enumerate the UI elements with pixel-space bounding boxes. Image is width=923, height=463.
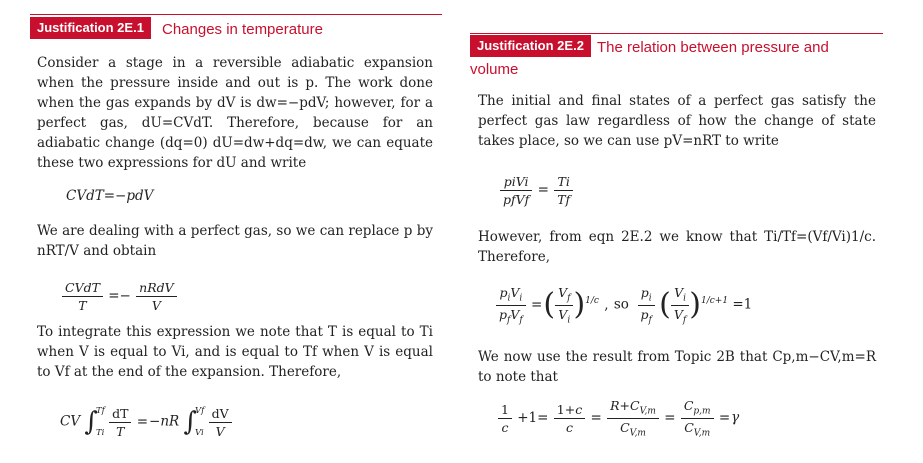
paragraph: However, from eqn 2E.2 we know that Ti/Tf=(Vf/Vi)1/c. Therefore, (478, 229, 876, 265)
equation: $\frac{\text{piVi}}{\text{pfVf}}$ = $\frac{Ti}{Tf}$ (500, 174, 573, 207)
equation: $\frac{p_iV_i}{p_fV_f}$ =( $\frac{V_f}{V_i}$ )$^{1/c}$ , so $\frac{p_i}{p_f}$ ( $\frac{V_i}{V_f}$ )$^{1/c+1}$ =1 (496, 285, 752, 325)
paragraph: We now use the result from Topic 2B that Cp,m−CV,m=R to note that (478, 349, 876, 385)
equation: CVdT=−pdV (66, 188, 154, 204)
justification-badge: Justification 2E.1 (30, 17, 151, 39)
header-rule (30, 14, 442, 15)
justification-badge: Justification 2E.2 (470, 35, 591, 57)
equation: $\frac{\text{CVdT}}{T}$ =− $\frac{\text{nRdV}}{V}$ (62, 280, 177, 313)
paragraph: We are dealing with a perfect gas, so we can replace p by nRT/V and obtain (37, 223, 433, 259)
paragraph: Consider a stage in a reversible adiabatic expansion when the pressure inside and out is p. The work done when the gas expands by dV is dw=−pdV; however, for a perfect gas, dU=CVdT. Therefore, because for an adiabatic change (dq=0) dU=dw+dq=dw, we can equate these two expressions for dU and write (37, 55, 433, 171)
justification-title: Changes in temperature (162, 21, 323, 38)
paragraph: To integrate this expression we note that T is equal to Ti when V is equal to Vi, and is equal to Tf when V is equal to Vf at the end of the expansion. Therefore, (37, 324, 433, 380)
header-rule (470, 33, 883, 34)
paragraph: The initial and final states of a perfect gas satisfy the perfect gas law regardless of how the change of state takes place, so we can use pV=nRT to write (478, 93, 876, 149)
equation: $\frac{1}{c}$ +1= $\frac{1+c}{c}$ = $\frac{R+C_{V,m}}{C_{V,m}}$ = $\frac{C_{p,m}}{C_{V,m}}$ =γ (498, 398, 739, 438)
justification-title: The relation between pressure and volume (470, 39, 829, 78)
equation: CV ∫ Tf Ti $\frac{dT}{T}$ =−nR ∫ Vf Vi $\frac{dV}{V}$ (60, 400, 232, 444)
